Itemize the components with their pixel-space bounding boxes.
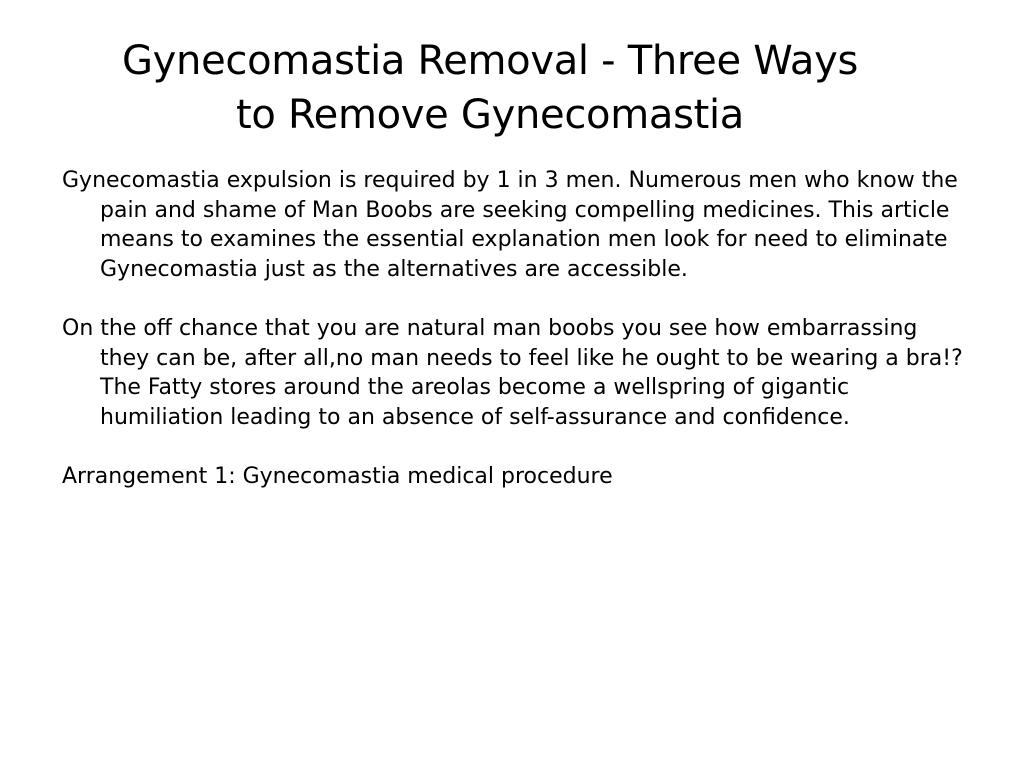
slide-title	[40, 34, 940, 142]
paragraph-2: On the off chance that you are natural man boobs you see how embarrassing they can be, after all,no man needs to feel like he ought to be wearing a bra!? The Fatty stores around the areolas become a wellspring of gigantic humiliation leading to an absence of self-assurance and confidence.	[62, 316, 963, 430]
paragraph-3: Arrangement 1: Gynecomastia medical procedure	[62, 464, 613, 489]
slide-title-line-2: to Remove Gynecomastia	[235, 92, 745, 138]
paragraph-1: Gynecomastia expulsion is required by 1 in 3 men. Numerous men who know the pain and shame of Man Boobs are seeking compelling medicines. This article means to examines the essential explanation men look for need to eliminate Gynecomastia just as the alternatives are accessible.	[62, 168, 958, 282]
slide-title-line-1: Gynecomastia Removal - Three Ways	[121, 38, 859, 84]
slide-body	[62, 166, 972, 522]
